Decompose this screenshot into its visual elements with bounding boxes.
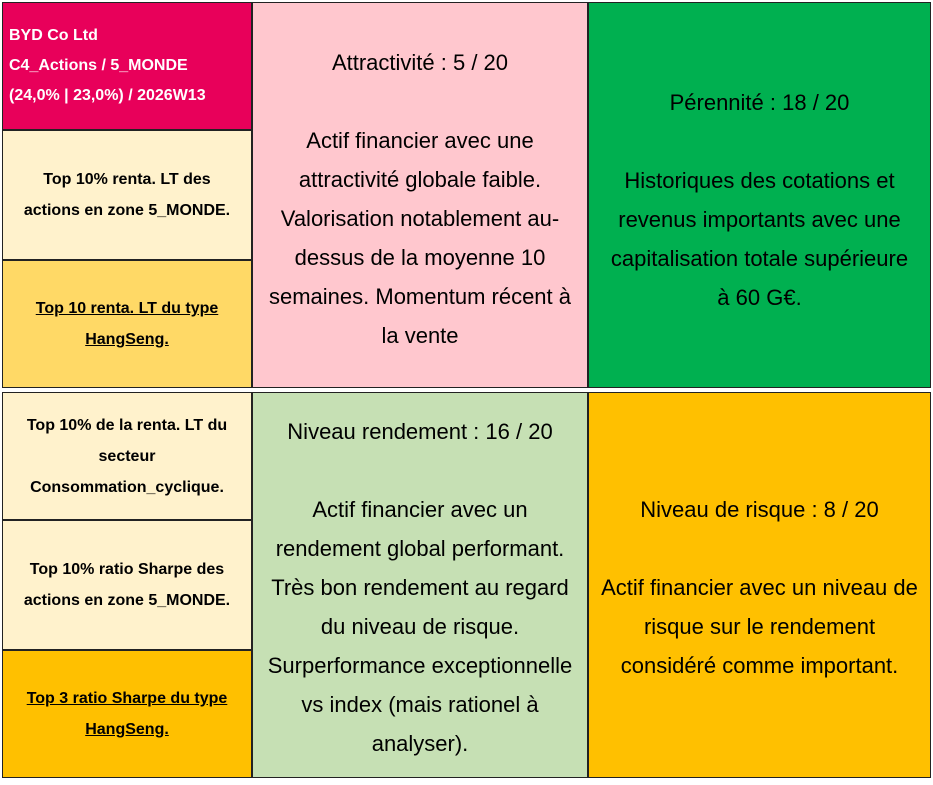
panel-line: capitalisation totale supérieure [610, 246, 909, 271]
panel-line: Historiques des cotations et [624, 168, 895, 193]
panel-line: risque sur le rendement [643, 614, 876, 639]
criterion-type-lt-return-link[interactable] [2, 260, 252, 388]
bottom-margin [0, 778, 933, 785]
rendement-panel [252, 392, 588, 778]
criterion-link-line[interactable]: HangSeng. [85, 721, 169, 738]
perennite-panel [588, 2, 931, 388]
panel-line: dessus de la moyenne 10 [294, 245, 546, 270]
criterion-line: actions en zone 5_MONDE. [23, 592, 231, 609]
panel-line: la vente [381, 323, 459, 348]
criterion-sector-lt-return [2, 392, 252, 520]
perennite-title: Pérennité : 18 / 20 [669, 90, 850, 115]
panel-line: Actif financier avec un [312, 497, 528, 522]
criterion-zone-sharpe [2, 520, 252, 650]
panel-line: attractivité globale faible. [298, 167, 542, 192]
criterion-link-line[interactable]: Top 10 renta. LT du type [35, 300, 219, 317]
risque-title: Niveau de risque : 8 / 20 [640, 497, 879, 522]
criterion-line: Consommation_cyclique. [30, 478, 224, 496]
panel-line: considéré comme important. [620, 653, 899, 678]
criterion-zone-lt-return [2, 130, 252, 260]
panel-line: à 60 G€. [717, 285, 802, 310]
panel-line: Surperformance exceptionnelle [267, 653, 573, 678]
risque-panel [588, 392, 931, 778]
attractivite-panel [252, 2, 588, 388]
criterion-type-sharpe-link[interactable] [2, 650, 252, 778]
criterion-link-line[interactable]: HangSeng. [85, 331, 169, 348]
panel-line: Actif financier avec un niveau de [601, 575, 918, 600]
panel-line: Actif financier avec une [306, 128, 534, 153]
criterion-link-line[interactable]: Top 3 ratio Sharpe du type [26, 690, 228, 707]
panel-line: semaines. Momentum récent à [268, 284, 572, 309]
criterion-line: Top 10% ratio Sharpe des [29, 561, 225, 578]
panel-line: du niveau de risque. [320, 614, 520, 639]
panel-line: vs index (mais rationel à [301, 692, 539, 717]
panel-line: Valorisation notablement au- [280, 206, 560, 231]
criterion-line: actions en zone 5_MONDE. [23, 202, 231, 219]
panel-line: rendement global performant. [275, 536, 565, 561]
asset-category: C4_Actions / 5_MONDE [9, 57, 188, 74]
attractivite-title: Attractivité : 5 / 20 [331, 50, 509, 75]
panel-line: Très bon rendement au regard [271, 575, 569, 600]
asset-header [2, 2, 252, 130]
criterion-line: Top 10% de la renta. LT du [26, 416, 228, 434]
asset-meta: (24,0% | 23,0%) / 2026W13 [9, 87, 206, 104]
panel-line: analyser). [371, 731, 469, 756]
panel-line: revenus importants avec une [618, 207, 901, 232]
criterion-line: Top 10% renta. LT des [43, 171, 211, 188]
company-name: BYD Co Ltd [9, 27, 98, 44]
rendement-title: Niveau rendement : 16 / 20 [287, 419, 553, 444]
criterion-line: secteur [98, 447, 156, 465]
